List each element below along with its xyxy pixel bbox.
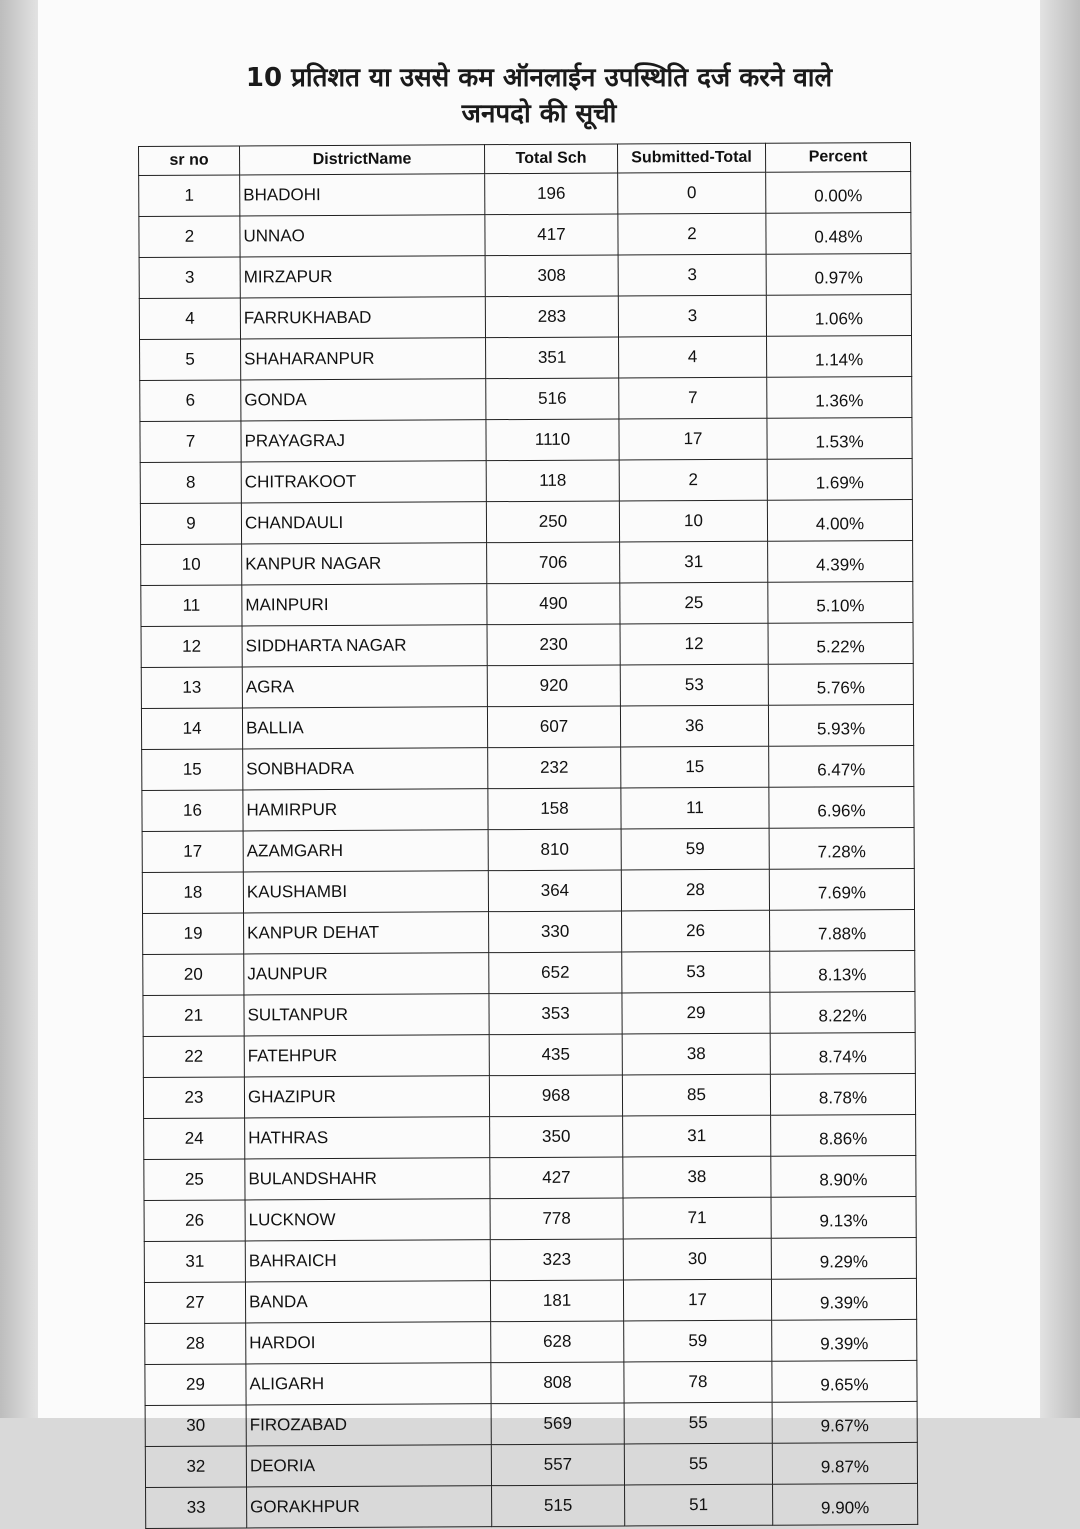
cell-district-name: AZAMGARH [243,830,488,872]
cell-district-name: FATEHPUR [244,1035,489,1077]
table-row [142,786,914,831]
title-line-1: 10 प्रतिशत या उससे कम ऑनलाईन उपस्थिति दर्ज करने वाले [245,63,833,93]
table-body [139,171,918,1528]
cell-percent: 9.67% [772,1401,917,1443]
cell-total-sch: 490 [487,583,620,625]
table-row [143,909,915,954]
table-row [139,212,911,257]
cell-submitted-total: 71 [623,1197,771,1239]
cell-percent: 1.14% [767,335,912,377]
cell-sr-no: 20 [143,954,244,996]
table-row [143,991,915,1036]
table-row [142,868,914,913]
cell-sr-no: 22 [143,1036,244,1078]
cell-percent: 8.86% [771,1114,916,1156]
cell-submitted-total: 2 [618,213,766,255]
cell-sr-no: 3 [139,257,240,299]
cell-submitted-total: 36 [620,705,768,747]
cell-total-sch: 417 [485,214,618,256]
cell-sr-no: 7 [140,421,241,463]
cell-total-sch: 1110 [486,419,619,461]
table-row [145,1442,917,1487]
cell-total-sch: 232 [488,747,621,789]
cell-district-name: FARRUKHABAD [240,297,485,339]
cell-percent: 9.39% [771,1278,916,1320]
table-row [140,458,912,503]
cell-sr-no: 23 [143,1077,244,1119]
cell-total-sch: 607 [487,706,620,748]
cell-submitted-total: 3 [618,295,766,337]
table-row [145,1401,917,1446]
cell-total-sch: 515 [492,1485,625,1527]
cell-submitted-total: 3 [618,254,766,296]
cell-percent: 9.39% [772,1319,917,1361]
cell-percent: 0.97% [766,253,911,295]
cell-district-name: BALLIA [242,707,487,749]
cell-district-name: HAMIRPUR [243,789,488,831]
table-header-row [139,142,911,175]
cell-total-sch: 808 [491,1362,624,1404]
cell-sr-no: 24 [144,1118,245,1160]
cell-percent: 5.10% [768,581,913,623]
cell-sr-no: 18 [142,872,243,914]
table-row [143,1073,915,1118]
cell-total-sch: 968 [489,1075,622,1117]
cell-percent: 0.00% [766,171,911,213]
cell-submitted-total: 59 [624,1320,772,1362]
cell-percent: 8.90% [771,1155,916,1197]
cell-submitted-total: 31 [620,541,768,583]
cell-district-name: SIDDHARTA NAGAR [242,625,487,667]
cell-total-sch: 652 [489,952,622,994]
cell-district-name: UNNAO [240,215,485,257]
table-row [141,704,913,749]
cell-percent: 9.13% [771,1196,916,1238]
cell-percent: 8.78% [770,1073,915,1115]
cell-submitted-total: 25 [620,582,768,624]
cell-district-name: AGRA [242,666,487,708]
cell-total-sch: 810 [488,829,621,871]
cell-sr-no: 8 [140,462,241,504]
cell-sr-no: 19 [143,913,244,955]
cell-sr-no: 2 [139,216,240,258]
cell-district-name: GONDA [241,379,486,421]
cell-total-sch: 230 [487,624,620,666]
table-row [141,663,913,708]
cell-district-name: MIRZAPUR [240,256,485,298]
document-page [38,0,1040,1518]
cell-submitted-total: 12 [620,623,768,665]
cell-percent: 1.69% [767,458,912,500]
cell-submitted-total: 11 [621,787,769,829]
cell-submitted-total: 15 [621,746,769,788]
cell-submitted-total: 55 [624,1443,772,1485]
header-percent: Percent [765,142,910,172]
cell-percent: 9.90% [773,1483,918,1525]
cell-sr-no: 31 [144,1241,245,1283]
cell-total-sch: 706 [487,542,620,584]
cell-submitted-total: 7 [619,377,767,419]
cell-district-name: GORAKHPUR [247,1486,492,1528]
cell-district-name: PRAYAGRAJ [241,420,486,462]
cell-total-sch: 350 [490,1116,623,1158]
cell-total-sch: 778 [490,1198,623,1240]
cell-submitted-total: 78 [624,1361,772,1403]
cell-sr-no: 15 [142,749,243,791]
cell-district-name: LUCKNOW [245,1199,490,1241]
cell-total-sch: 628 [491,1321,624,1363]
table-row [141,581,913,626]
header-district-name: DistrictName [240,145,485,175]
cell-district-name: KAUSHAMBI [243,871,488,913]
cell-total-sch: 351 [486,337,619,379]
cell-sr-no: 11 [141,585,242,627]
cell-total-sch: 435 [489,1034,622,1076]
cell-percent: 0.48% [766,212,911,254]
cell-district-name: FIROZABAD [246,1404,491,1446]
cell-sr-no: 10 [141,544,242,586]
cell-district-name: BULANDSHAHR [245,1158,490,1200]
cell-total-sch: 158 [488,788,621,830]
title-line-2: जनपदो की सूची [461,99,617,129]
cell-district-name: SULTANPUR [244,994,489,1036]
cell-sr-no: 12 [141,626,242,668]
table-row [144,1196,916,1241]
cell-district-name: SONBHADRA [243,748,488,790]
table-row [140,335,912,380]
cell-submitted-total: 59 [621,828,769,870]
cell-sr-no: 32 [145,1446,246,1488]
cell-sr-no: 14 [141,708,242,750]
cell-total-sch: 283 [485,296,618,338]
cell-total-sch: 323 [490,1239,623,1281]
cell-submitted-total: 2 [619,459,767,501]
cell-percent: 1.06% [766,294,911,336]
cell-percent: 4.00% [767,499,912,541]
table-row [145,1360,917,1405]
table-row [139,294,911,339]
cell-district-name: HATHRAS [245,1117,490,1159]
cell-percent: 4.39% [768,540,913,582]
cell-submitted-total: 26 [622,910,770,952]
cell-sr-no: 29 [145,1364,246,1406]
table-row [143,950,915,995]
cell-district-name: KANPUR DEHAT [244,912,489,954]
cell-percent: 6.96% [769,786,914,828]
table-row [144,1114,916,1159]
table-row [140,499,912,544]
table-row [141,622,913,667]
cell-sr-no: 27 [144,1282,245,1324]
cell-submitted-total: 85 [622,1074,770,1116]
cell-percent: 5.93% [768,704,913,746]
cell-submitted-total: 29 [622,992,770,1034]
cell-district-name: BAHRAICH [245,1240,490,1282]
cell-total-sch: 557 [491,1444,624,1486]
cell-submitted-total: 30 [623,1238,771,1280]
cell-submitted-total: 38 [622,1033,770,1075]
cell-district-name: SHAHARANPUR [241,338,486,380]
cell-total-sch: 250 [486,501,619,543]
cell-district-name: HARDOI [246,1322,491,1364]
cell-district-name: GHAZIPUR [244,1076,489,1118]
cell-total-sch: 181 [490,1280,623,1322]
cell-total-sch: 364 [488,870,621,912]
cell-total-sch: 920 [487,665,620,707]
cell-district-name: KANPUR NAGAR [242,543,487,585]
scan-edge-right [1040,0,1080,1418]
cell-sr-no: 33 [146,1487,247,1529]
cell-percent: 5.22% [768,622,913,664]
cell-percent: 7.69% [769,868,914,910]
cell-sr-no: 21 [143,995,244,1037]
cell-submitted-total: 10 [619,500,767,542]
cell-district-name: ALIGARH [246,1363,491,1405]
cell-submitted-total: 4 [619,336,767,378]
table-row [139,253,911,298]
table-row [145,1319,917,1364]
cell-percent: 1.36% [767,376,912,418]
header-submitted-total: Submitted-Total [617,143,765,173]
table-row [146,1483,918,1528]
cell-percent: 8.22% [770,991,915,1033]
cell-total-sch: 308 [485,255,618,297]
cell-submitted-total: 31 [623,1115,771,1157]
cell-total-sch: 196 [485,173,618,215]
cell-sr-no: 6 [140,380,241,422]
table-row [140,376,912,421]
cell-sr-no: 17 [142,831,243,873]
cell-total-sch: 330 [489,911,622,953]
header-sr-no: sr no [139,146,240,176]
cell-district-name: CHITRAKOOT [241,461,486,503]
cell-percent: 9.65% [772,1360,917,1402]
table-row [142,827,914,872]
cell-sr-no: 16 [142,790,243,832]
cell-percent: 5.76% [768,663,913,705]
cell-submitted-total: 0 [618,172,766,214]
document-title [38,60,1040,132]
cell-district-name: JAUNPUR [244,953,489,995]
cell-submitted-total: 17 [623,1279,771,1321]
table-row [143,1032,915,1077]
cell-sr-no: 4 [139,298,240,340]
cell-submitted-total: 17 [619,418,767,460]
table-row [144,1155,916,1200]
cell-submitted-total: 53 [620,664,768,706]
cell-sr-no: 5 [140,339,241,381]
table-row [140,417,912,462]
cell-submitted-total: 28 [621,869,769,911]
cell-sr-no: 9 [140,503,241,545]
cell-sr-no: 1 [139,175,240,217]
cell-sr-no: 28 [145,1323,246,1365]
cell-submitted-total: 55 [624,1402,772,1444]
cell-total-sch: 516 [486,378,619,420]
cell-district-name: DEORIA [246,1445,491,1487]
table-row [141,540,913,585]
district-attendance-table [138,142,918,1529]
cell-total-sch: 118 [486,460,619,502]
cell-district-name: CHANDAULI [241,502,486,544]
cell-total-sch: 427 [490,1157,623,1199]
cell-percent: 1.53% [767,417,912,459]
cell-district-name: MAINPURI [242,584,487,626]
cell-percent: 9.29% [771,1237,916,1279]
scan-edge-left [0,0,38,1418]
cell-submitted-total: 51 [625,1484,773,1526]
cell-sr-no: 13 [141,667,242,709]
cell-district-name: BHADOHI [240,174,485,216]
cell-sr-no: 26 [144,1200,245,1242]
cell-percent: 7.88% [770,909,915,951]
cell-percent: 7.28% [769,827,914,869]
cell-percent: 6.47% [769,745,914,787]
cell-sr-no: 30 [145,1405,246,1447]
cell-total-sch: 569 [491,1403,624,1445]
header-total-sch: Total Sch [484,144,617,174]
cell-percent: 8.13% [770,950,915,992]
table-row [144,1278,916,1323]
cell-sr-no: 25 [144,1159,245,1201]
cell-submitted-total: 38 [623,1156,771,1198]
cell-submitted-total: 53 [622,951,770,993]
cell-district-name: BANDA [245,1281,490,1323]
table-row [139,171,911,216]
cell-percent: 8.74% [770,1032,915,1074]
table-row [142,745,914,790]
cell-percent: 9.87% [772,1442,917,1484]
cell-total-sch: 353 [489,993,622,1035]
table-row [144,1237,916,1282]
